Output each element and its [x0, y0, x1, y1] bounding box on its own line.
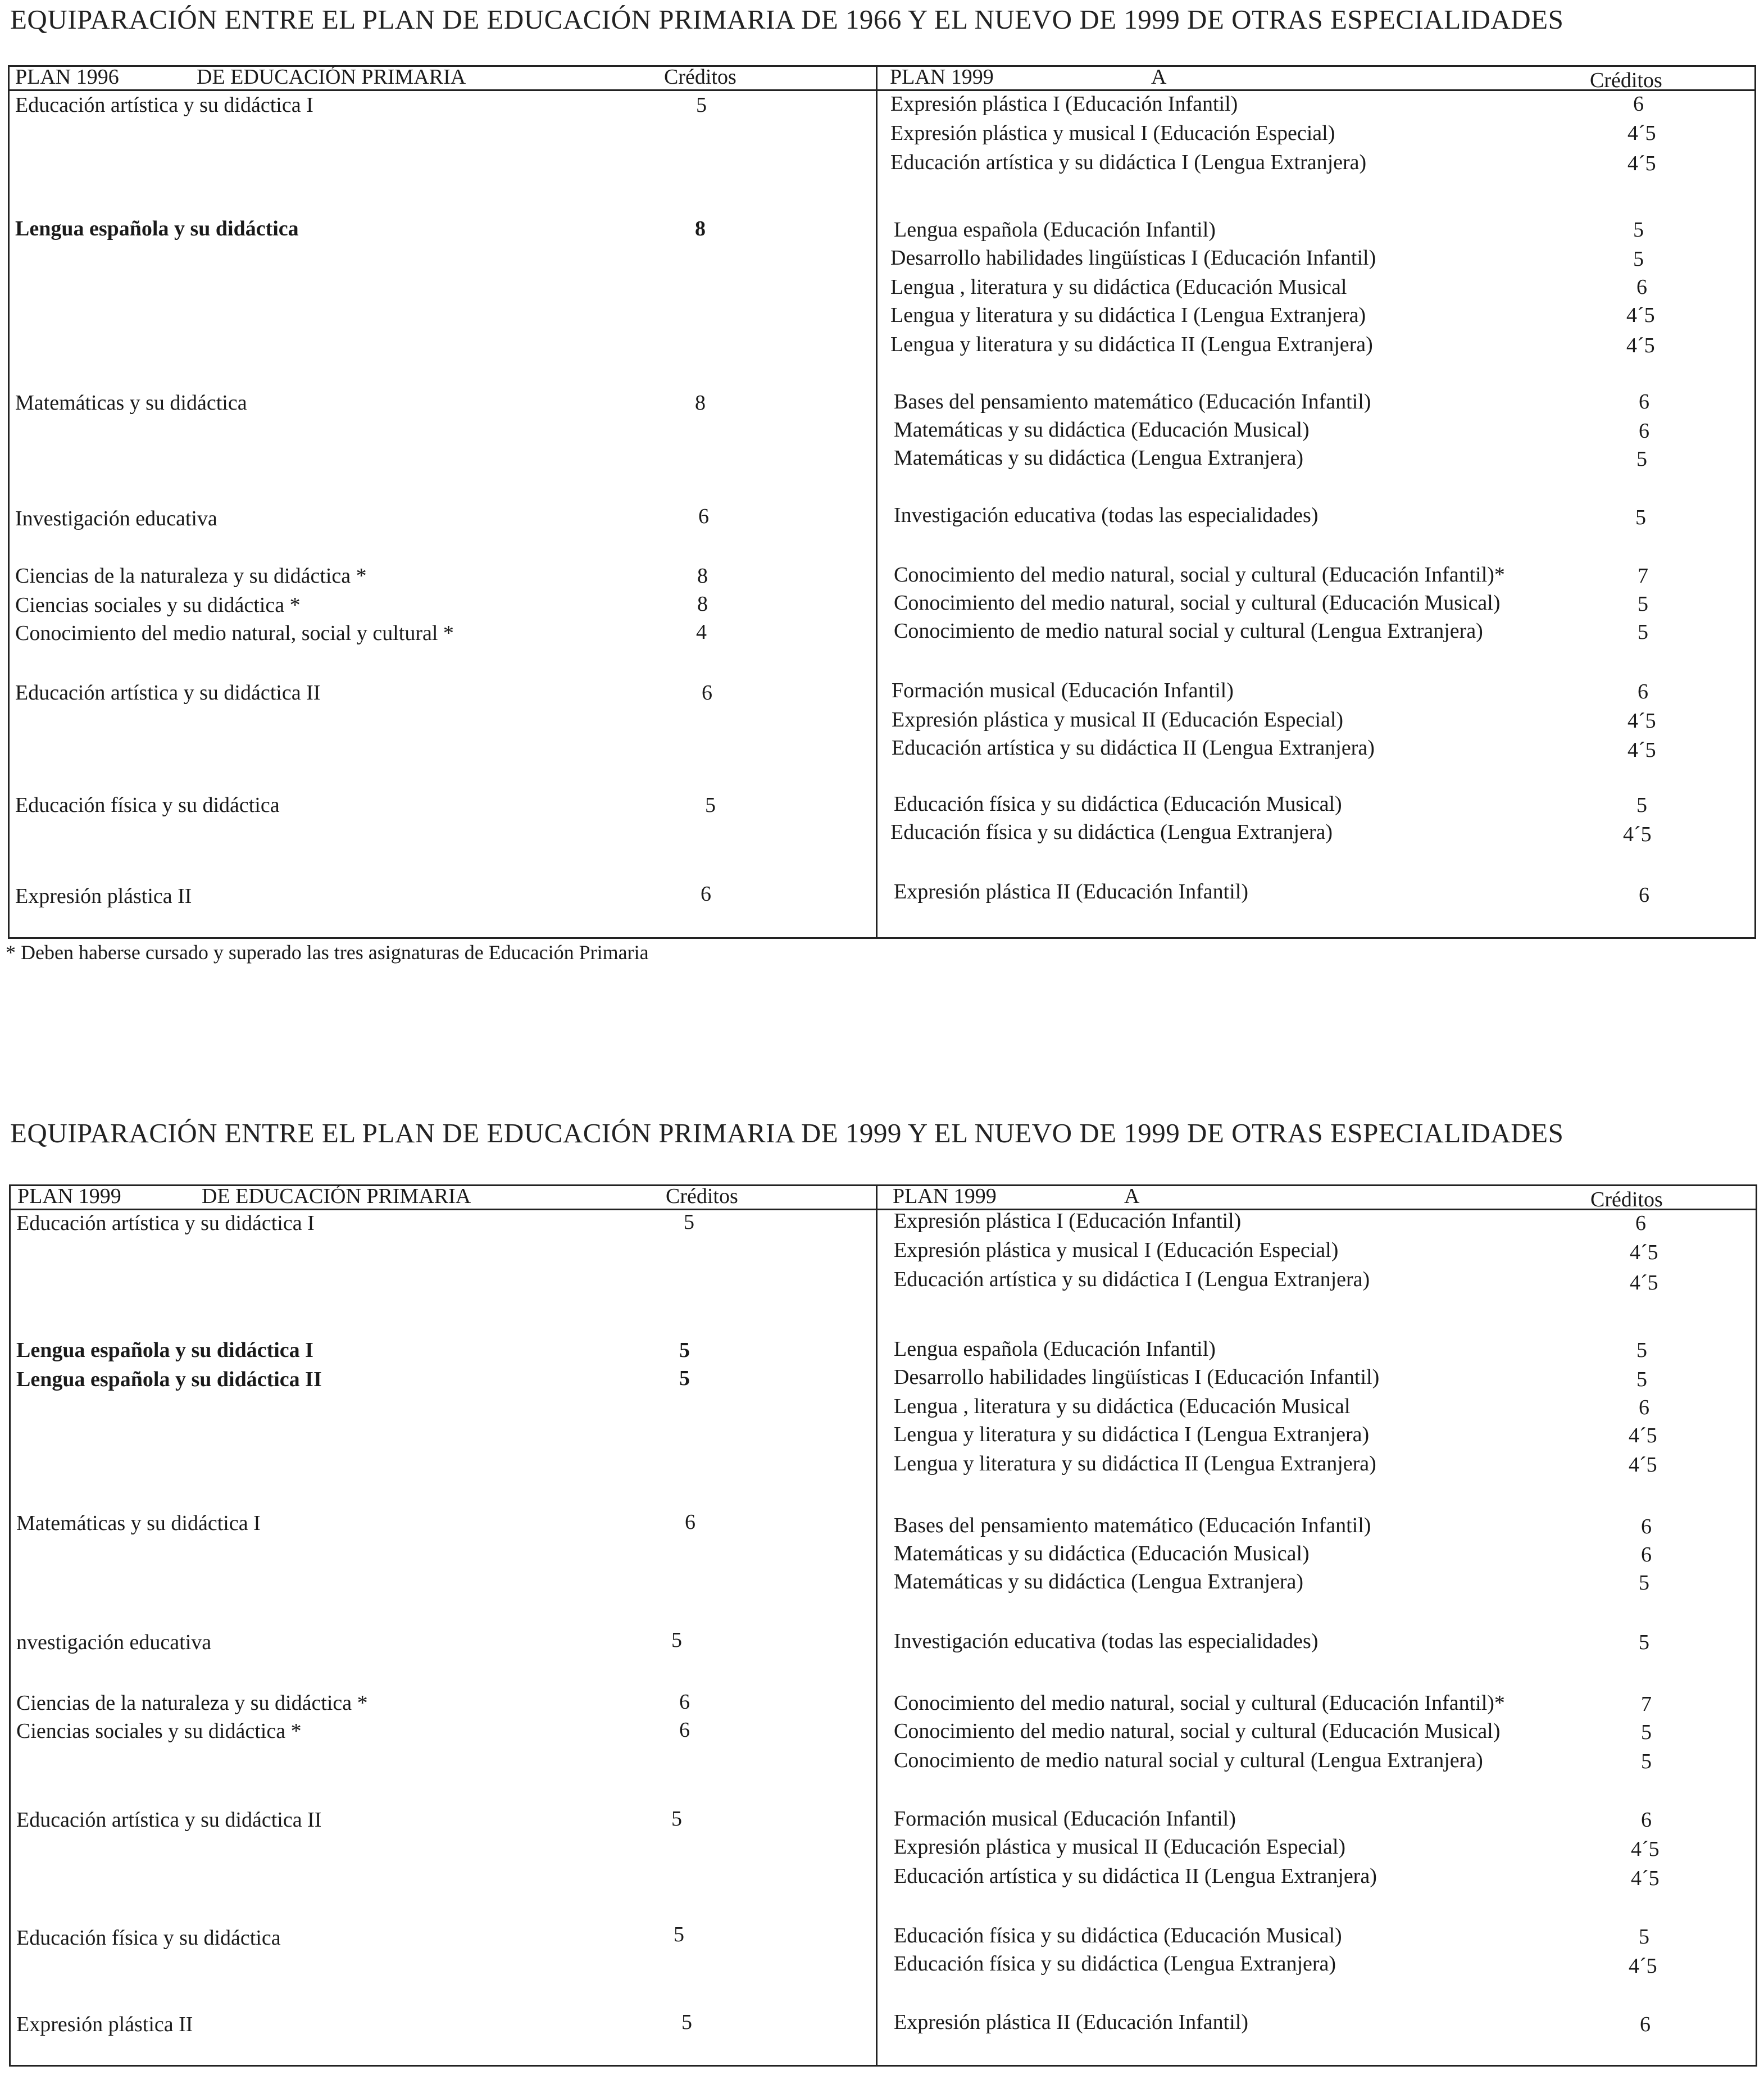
- left-row-credits: 4: [696, 620, 707, 644]
- right-row-credits: 4´5: [1631, 1837, 1660, 1861]
- right-row-subject: Matemáticas y su didáctica (Educación Musical): [894, 418, 1310, 442]
- header-left-desc: DE EDUCACIÓN PRIMARIA: [197, 65, 466, 89]
- left-row-subject: Lengua española y su didáctica: [15, 217, 299, 240]
- left-row-subject: Educación física y su didáctica: [16, 1926, 281, 1950]
- right-row-subject: Conocimiento del medio natural, social y cultural (Educación Infantil)*: [894, 1691, 1505, 1715]
- left-row-subject: Expresión plástica II: [15, 884, 192, 908]
- right-row-credits: 5: [1636, 447, 1647, 471]
- left-row-subject: Investigación educativa: [15, 507, 217, 530]
- right-row-credits: 4´5: [1630, 1271, 1658, 1295]
- right-row-subject: Lengua y literatura y su didáctica I (Lengua Extranjera): [894, 1423, 1370, 1446]
- right-row-credits: 5: [1639, 1571, 1649, 1595]
- column-divider: [876, 67, 878, 937]
- right-row-credits: 5: [1633, 247, 1644, 271]
- right-row-credits: 6: [1639, 419, 1649, 443]
- left-row-credits: 6: [685, 1510, 695, 1534]
- header-right-plan: PLAN 1999: [890, 65, 994, 89]
- right-row-subject: Educación física y su didáctica (Educación Musical): [894, 1924, 1342, 1947]
- right-row-subject: Lengua y literatura y su didáctica II (Lengua Extranjera): [890, 333, 1373, 356]
- right-row-credits: 5: [1633, 218, 1644, 242]
- right-row-subject: Educación artística y su didáctica I (Lengua Extranjera): [894, 1268, 1370, 1291]
- left-row-subject: Educación artística y su didáctica I: [16, 1211, 315, 1235]
- right-row-credits: 4´5: [1631, 1867, 1660, 1890]
- left-row-subject: nvestigación educativa: [16, 1631, 212, 1654]
- left-row-credits: 5: [684, 1210, 694, 1234]
- right-row-credits: 6: [1641, 1515, 1652, 1538]
- right-row-subject: Investigación educativa (todas las especialidades): [894, 503, 1319, 527]
- left-row-subject: Expresión plástica II: [16, 2013, 193, 2036]
- left-row-subject: Ciencias de la naturaleza y su didáctica *: [15, 564, 367, 588]
- left-row-credits: 6: [702, 681, 712, 705]
- right-row-credits: 6: [1635, 1211, 1646, 1235]
- right-row-subject: Educación artística y su didáctica II (Lengua Extranjera): [894, 1864, 1377, 1888]
- right-row-subject: Educación física y su didáctica (Lengua Extranjera): [894, 1952, 1336, 1976]
- right-row-subject: Lengua y literatura y su didáctica II (Lengua Extranjera): [894, 1452, 1376, 1475]
- right-row-subject: Educación física y su didáctica (Lengua Extranjera): [890, 820, 1333, 844]
- right-row-subject: Expresión plástica y musical I (Educación Especial): [890, 121, 1335, 145]
- right-row-subject: Conocimiento de medio natural social y cultural (Lengua Extranjera): [894, 619, 1483, 643]
- right-row-credits: 6: [1639, 390, 1649, 414]
- right-row-subject: Expresión plástica I (Educación Infantil): [894, 1209, 1242, 1233]
- right-row-subject: Educación física y su didáctica (Educación Musical): [894, 792, 1342, 816]
- right-row-credits: 5: [1636, 1368, 1647, 1391]
- left-row-credits: 8: [697, 592, 708, 616]
- right-row-credits: 5: [1636, 793, 1647, 817]
- right-row-subject: Matemáticas y su didáctica (Lengua Extranjera): [894, 1570, 1304, 1593]
- left-row-credits: 5: [679, 1338, 690, 1362]
- right-row-credits: 5: [1641, 1720, 1652, 1744]
- right-row-credits: 4´5: [1627, 121, 1656, 145]
- left-row-credits: 5: [671, 1807, 682, 1831]
- right-row-subject: Desarrollo habilidades lingüísticas I (Educación Infantil): [894, 1365, 1380, 1389]
- right-row-credits: 4´5: [1623, 823, 1652, 846]
- left-row-credits: 6: [679, 1690, 690, 1714]
- right-row-credits: 4´5: [1630, 1241, 1658, 1264]
- block-title: EQUIPARACIÓN ENTRE EL PLAN DE EDUCACIÓN PRIMARIA DE 1966 Y EL NUEVO DE 1999 DE OTRAS ESPECIALIDADES: [10, 4, 1564, 35]
- left-row-credits: 8: [697, 564, 708, 588]
- left-row-subject: Educación física y su didáctica: [15, 793, 280, 817]
- right-row-credits: 6: [1639, 1396, 1649, 1419]
- right-row-subject: Matemáticas y su didáctica (Educación Musical): [894, 1542, 1310, 1565]
- table-header: [10, 67, 1754, 91]
- right-row-subject: Expresión plástica I (Educación Infantil): [890, 92, 1238, 116]
- right-row-subject: Expresión plástica y musical II (Educación Especial): [892, 708, 1344, 732]
- right-row-subject: Expresión plástica y musical II (Educación Especial): [894, 1835, 1346, 1859]
- right-row-credits: 4´5: [1629, 1453, 1657, 1477]
- left-row-subject: Lengua española y su didáctica II: [16, 1368, 322, 1391]
- right-row-subject: Educación artística y su didáctica I (Lengua Extranjera): [890, 151, 1367, 174]
- right-row-credits: 6: [1639, 883, 1649, 907]
- right-row-subject: Lengua española (Educación Infantil): [894, 218, 1216, 242]
- right-row-subject: Conocimiento del medio natural, social y cultural (Educación Infantil)*: [894, 563, 1505, 587]
- equivalence-table: [9, 1184, 1757, 2067]
- right-row-credits: 4´5: [1627, 152, 1656, 175]
- right-row-credits: 6: [1638, 680, 1648, 703]
- right-row-credits: 6: [1641, 1808, 1652, 1832]
- right-row-credits: 6: [1636, 275, 1647, 299]
- right-row-credits: 5: [1641, 1750, 1652, 1773]
- footnote: * Deben haberse cursado y superado las tres asignaturas de Educación Primaria: [6, 941, 649, 964]
- left-row-subject: Educación artística y su didáctica II: [16, 1808, 322, 1832]
- header-right-a: A: [1124, 1184, 1140, 1208]
- left-row-subject: Ciencias sociales y su didáctica *: [16, 1719, 302, 1743]
- right-row-subject: Educación artística y su didáctica II (Lengua Extranjera): [892, 736, 1375, 760]
- right-row-subject: Matemáticas y su didáctica (Lengua Extranjera): [894, 446, 1304, 470]
- left-row-subject: Ciencias de la naturaleza y su didáctica *: [16, 1691, 368, 1715]
- header-left-credits: Créditos: [666, 1184, 738, 1208]
- left-row-credits: 5: [674, 1923, 684, 1946]
- right-row-credits: 4´5: [1627, 738, 1656, 762]
- right-row-credits: 6: [1640, 2013, 1651, 2036]
- left-row-subject: Matemáticas y su didáctica I: [16, 1511, 261, 1535]
- right-row-credits: 4´5: [1629, 1954, 1657, 1978]
- left-row-subject: Lengua española y su didáctica I: [16, 1338, 313, 1362]
- right-row-credits: 5: [1639, 1631, 1649, 1654]
- block-title: EQUIPARACIÓN ENTRE EL PLAN DE EDUCACIÓN PRIMARIA DE 1999 Y EL NUEVO DE 1999 DE OTRAS ESPECIALIDADES: [10, 1118, 1564, 1148]
- left-row-credits: 5: [679, 1366, 690, 1390]
- right-row-subject: Conocimiento de medio natural social y cultural (Lengua Extranjera): [894, 1749, 1483, 1772]
- right-row-credits: 5: [1636, 1338, 1647, 1362]
- left-row-credits: 6: [679, 1718, 690, 1742]
- left-row-credits: 5: [705, 793, 716, 817]
- left-row-credits: 5: [671, 1628, 682, 1652]
- right-row-subject: Investigación educativa (todas las especialidades): [894, 1629, 1319, 1653]
- left-row-subject: Educación artística y su didáctica II: [15, 681, 321, 705]
- right-row-subject: Formación musical (Educación Infantil): [894, 1807, 1236, 1831]
- right-row-credits: 5: [1635, 506, 1646, 529]
- left-row-subject: Conocimiento del medio natural, social y cultural *: [15, 621, 454, 645]
- left-row-credits: 6: [701, 882, 711, 906]
- header-right-credits: Créditos: [1590, 1188, 1663, 1211]
- left-row-credits: 6: [698, 505, 709, 528]
- right-row-credits: 6: [1633, 92, 1644, 116]
- right-row-credits: 4´5: [1627, 709, 1656, 733]
- right-row-credits: 4´5: [1629, 1424, 1657, 1447]
- header-left-desc: DE EDUCACIÓN PRIMARIA: [202, 1184, 471, 1208]
- left-row-subject: Educación artística y su didáctica I: [15, 93, 313, 117]
- right-row-subject: Expresión plástica II (Educación Infantil): [894, 880, 1248, 903]
- right-row-subject: Expresión plástica y musical I (Educación Especial): [894, 1238, 1339, 1262]
- right-row-subject: Lengua española (Educación Infantil): [894, 1337, 1216, 1361]
- right-row-credits: 6: [1641, 1543, 1652, 1567]
- left-row-credits: 8: [695, 391, 706, 415]
- right-row-subject: Desarrollo habilidades lingüísticas I (Educación Infantil): [890, 246, 1376, 270]
- equivalence-table: [8, 65, 1756, 939]
- table-header: [11, 1186, 1756, 1210]
- right-row-subject: Lengua , literatura y su didáctica (Educación Musical: [894, 1395, 1351, 1418]
- right-row-subject: Bases del pensamiento matemático (Educación Infantil): [894, 390, 1371, 414]
- right-row-subject: Expresión plástica II (Educación Infantil): [894, 2010, 1248, 2034]
- header-left-credits: Créditos: [664, 65, 736, 89]
- right-row-credits: 4´5: [1626, 303, 1655, 327]
- left-row-subject: Matemáticas y su didáctica: [15, 391, 247, 415]
- header-right-a: A: [1151, 65, 1167, 89]
- right-row-credits: 4´5: [1626, 334, 1655, 357]
- left-row-subject: Ciencias sociales y su didáctica *: [15, 593, 301, 617]
- header-right-credits: Créditos: [1590, 69, 1662, 92]
- left-row-credits: 5: [681, 2010, 692, 2034]
- right-row-credits: 5: [1638, 592, 1648, 616]
- right-row-subject: Lengua , literatura y su didáctica (Educación Musical: [890, 275, 1347, 299]
- right-row-credits: 7: [1641, 1692, 1652, 1716]
- right-row-subject: Conocimiento del medio natural, social y cultural (Educación Musical): [894, 591, 1501, 615]
- right-row-subject: Lengua y literatura y su didáctica I (Lengua Extranjera): [890, 303, 1366, 327]
- column-divider: [876, 1186, 878, 2065]
- right-row-subject: Conocimiento del medio natural, social y cultural (Educación Musical): [894, 1719, 1501, 1743]
- right-row-subject: Formación musical (Educación Infantil): [892, 679, 1234, 702]
- right-row-credits: 7: [1638, 564, 1648, 588]
- left-row-credits: 8: [695, 217, 706, 240]
- header-left-plan: PLAN 1999: [17, 1184, 121, 1208]
- right-row-subject: Bases del pensamiento matemático (Educación Infantil): [894, 1514, 1371, 1537]
- right-row-credits: 5: [1638, 620, 1648, 644]
- header-left-plan: PLAN 1996: [15, 65, 119, 89]
- right-row-credits: 5: [1639, 1925, 1649, 1949]
- left-row-credits: 5: [696, 93, 707, 117]
- header-right-plan: PLAN 1999: [893, 1184, 997, 1208]
